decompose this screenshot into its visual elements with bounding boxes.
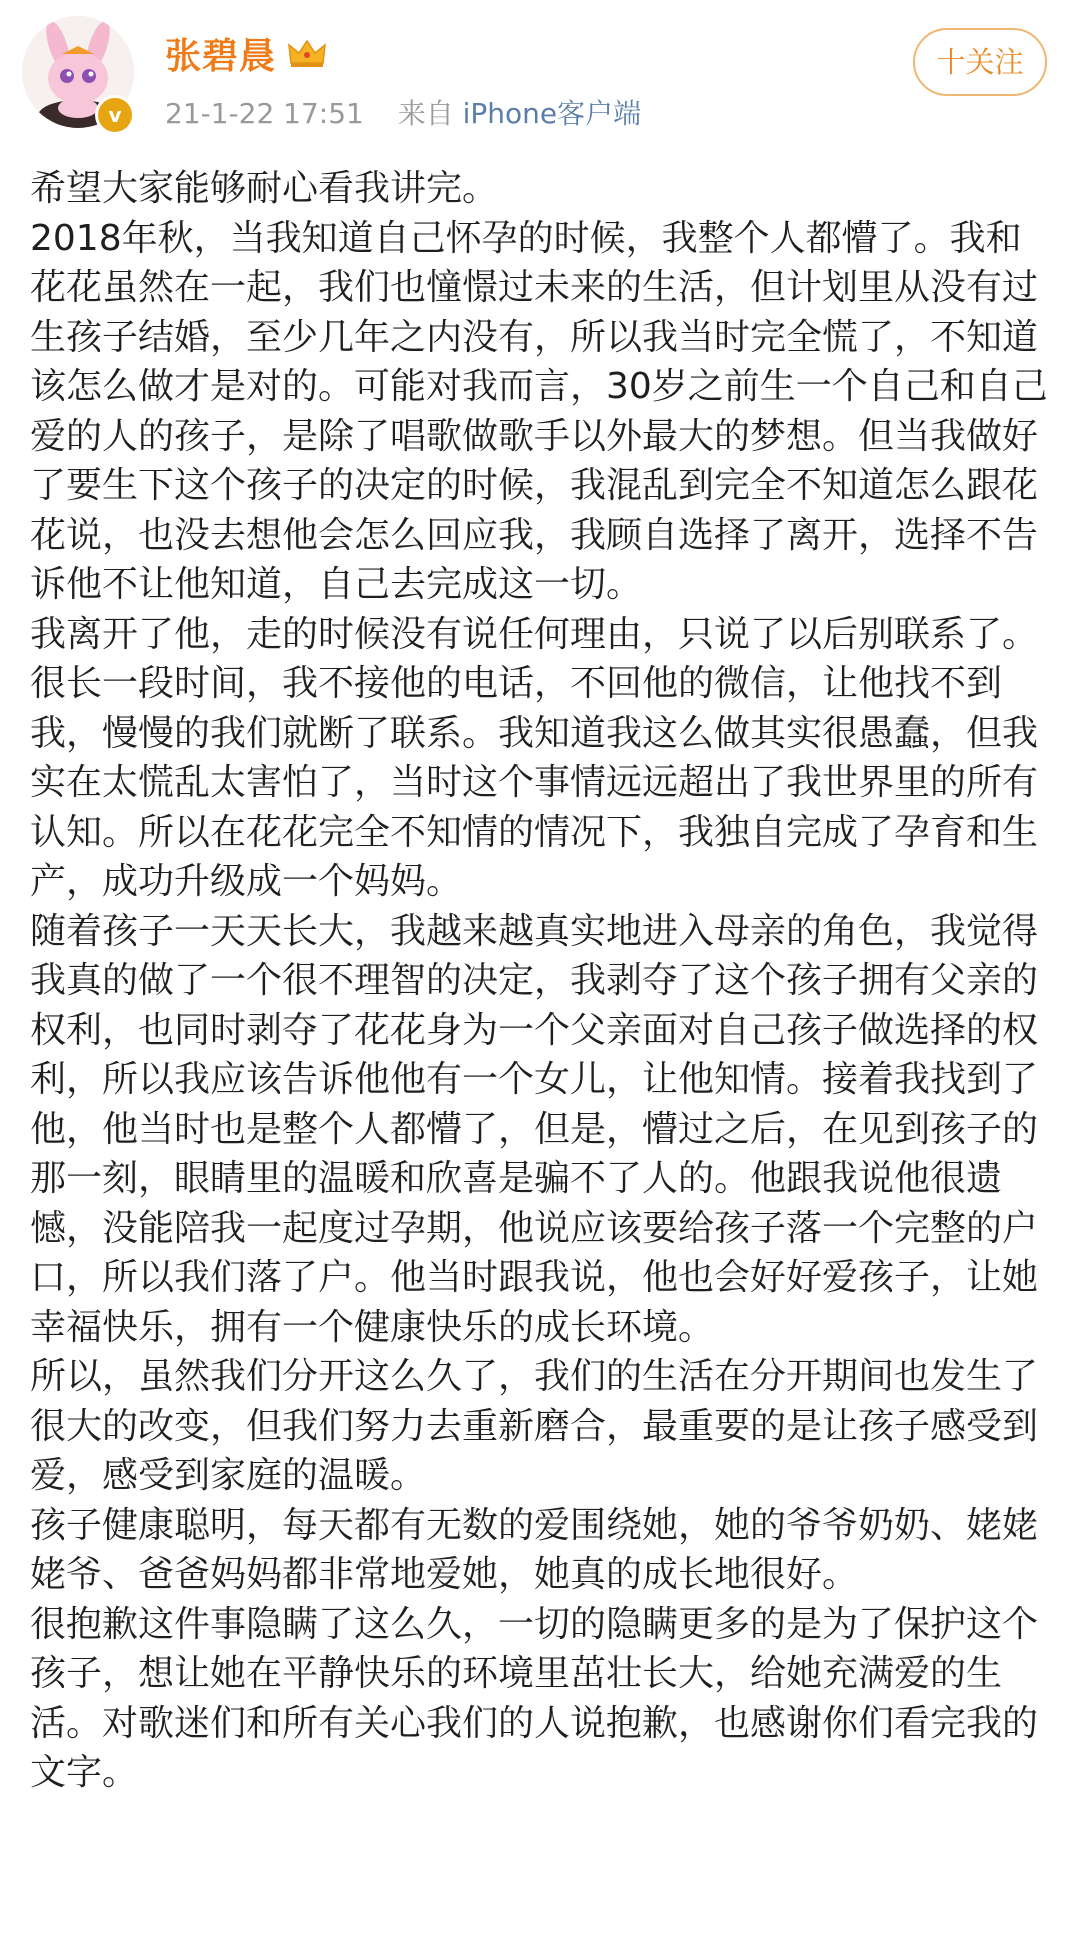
post-paragraph: 很抱歉这件事隐瞒了这么久，一切的隐瞒更多的是为了保护这个孩子，想让她在平静快乐的环境里茁壮长大，给她充满爱的生活。对歌迷们和所有关心我们的人说抱歉，也感谢你们看完我的文字。 xyxy=(30,1603,1039,1793)
post-meta xyxy=(165,92,641,132)
source-prefix: 来自 xyxy=(397,97,454,130)
post-timestamp: 21-1-22 17:51 xyxy=(165,97,364,130)
verified-badge-icon: v xyxy=(95,95,135,135)
post-paragraph: 我离开了他，走的时候没有说任何理由，只说了以后别联系了。很长一段时间，我不接他的电话，不回他的微信，让他找不到我，慢慢的我们就断了联系。我知道我这么做其实很愚蠢，但我实在太慌乱太害怕了，当时这个事情远远超出了我世界里的所有认知。所以在花花完全不知情的情况下，我独自完成了孕育和生产，成功升级成一个妈妈。 xyxy=(30,613,1039,902)
post-body xyxy=(30,164,1050,1798)
post-header xyxy=(0,0,1080,150)
author-name[interactable]: 张碧晨 xyxy=(165,36,277,77)
post-paragraph: 所以，虽然我们分开这么久了，我们的生活在分开期间也发生了很大的改变，但我们努力去重新磨合，最重要的是让孩子感受到爱，感受到家庭的温暖。 xyxy=(30,1356,1039,1496)
post-paragraph: 随着孩子一天天长大，我越来越真实地进入母亲的角色，我觉得我真的做了一个很不理智的决定，我剥夺了这个孩子拥有父亲的权利，也同时剥夺了花花身为一个父亲面对自己孩子做选择的权利，所以我应该告诉他他有一个女儿，让他知情。接着我找到了他，他当时也是整个人都懵了，但是，懵过之后，在见到孩子的那一刻，眼睛里的温暖和欣喜是骗不了人的。他跟我说他很遗憾，没能陪我一起度过孕期，他说应该要给孩子落一个完整的户口，所以我们落了户。他当时跟我说，他也会好好爱孩子，让她幸福快乐，拥有一个健康快乐的成长环境。 xyxy=(30,910,1039,1348)
source-client-link[interactable]: iPhone客户端 xyxy=(462,97,642,130)
post-paragraph: 2018年秋，当我知道自己怀孕的时候，我整个人都懵了。我和花花虽然在一起，我们也憧憬过未来的生活，但计划里从没有过生孩子结婚，至少几年之内没有，所以我当时完全慌了，不知道该怎么做才是对的。可能对我而言，30岁之前生一个自己和自己爱的人的孩子，是除了唱歌做歌手以外最大的梦想。但当我做好了要生下这个孩子的决定的时候，我混乱到完全不知道怎么跟花花说，也没去想他会怎么回应我，我顾自选择了离开，选择不告诉他不让他知道，自己去完成这一切。 xyxy=(30,217,1048,605)
post-paragraph: 希望大家能够耐心看我讲完。 xyxy=(30,168,499,209)
crown-icon xyxy=(287,37,327,69)
post-paragraph: 孩子健康聪明，每天都有无数的爱围绕她，她的爷爷奶奶、姥姥姥爷、爸爸妈妈都非常地爱她，她真的成长地很好。 xyxy=(30,1504,1039,1595)
follow-button[interactable]: 十关注 xyxy=(913,28,1047,96)
